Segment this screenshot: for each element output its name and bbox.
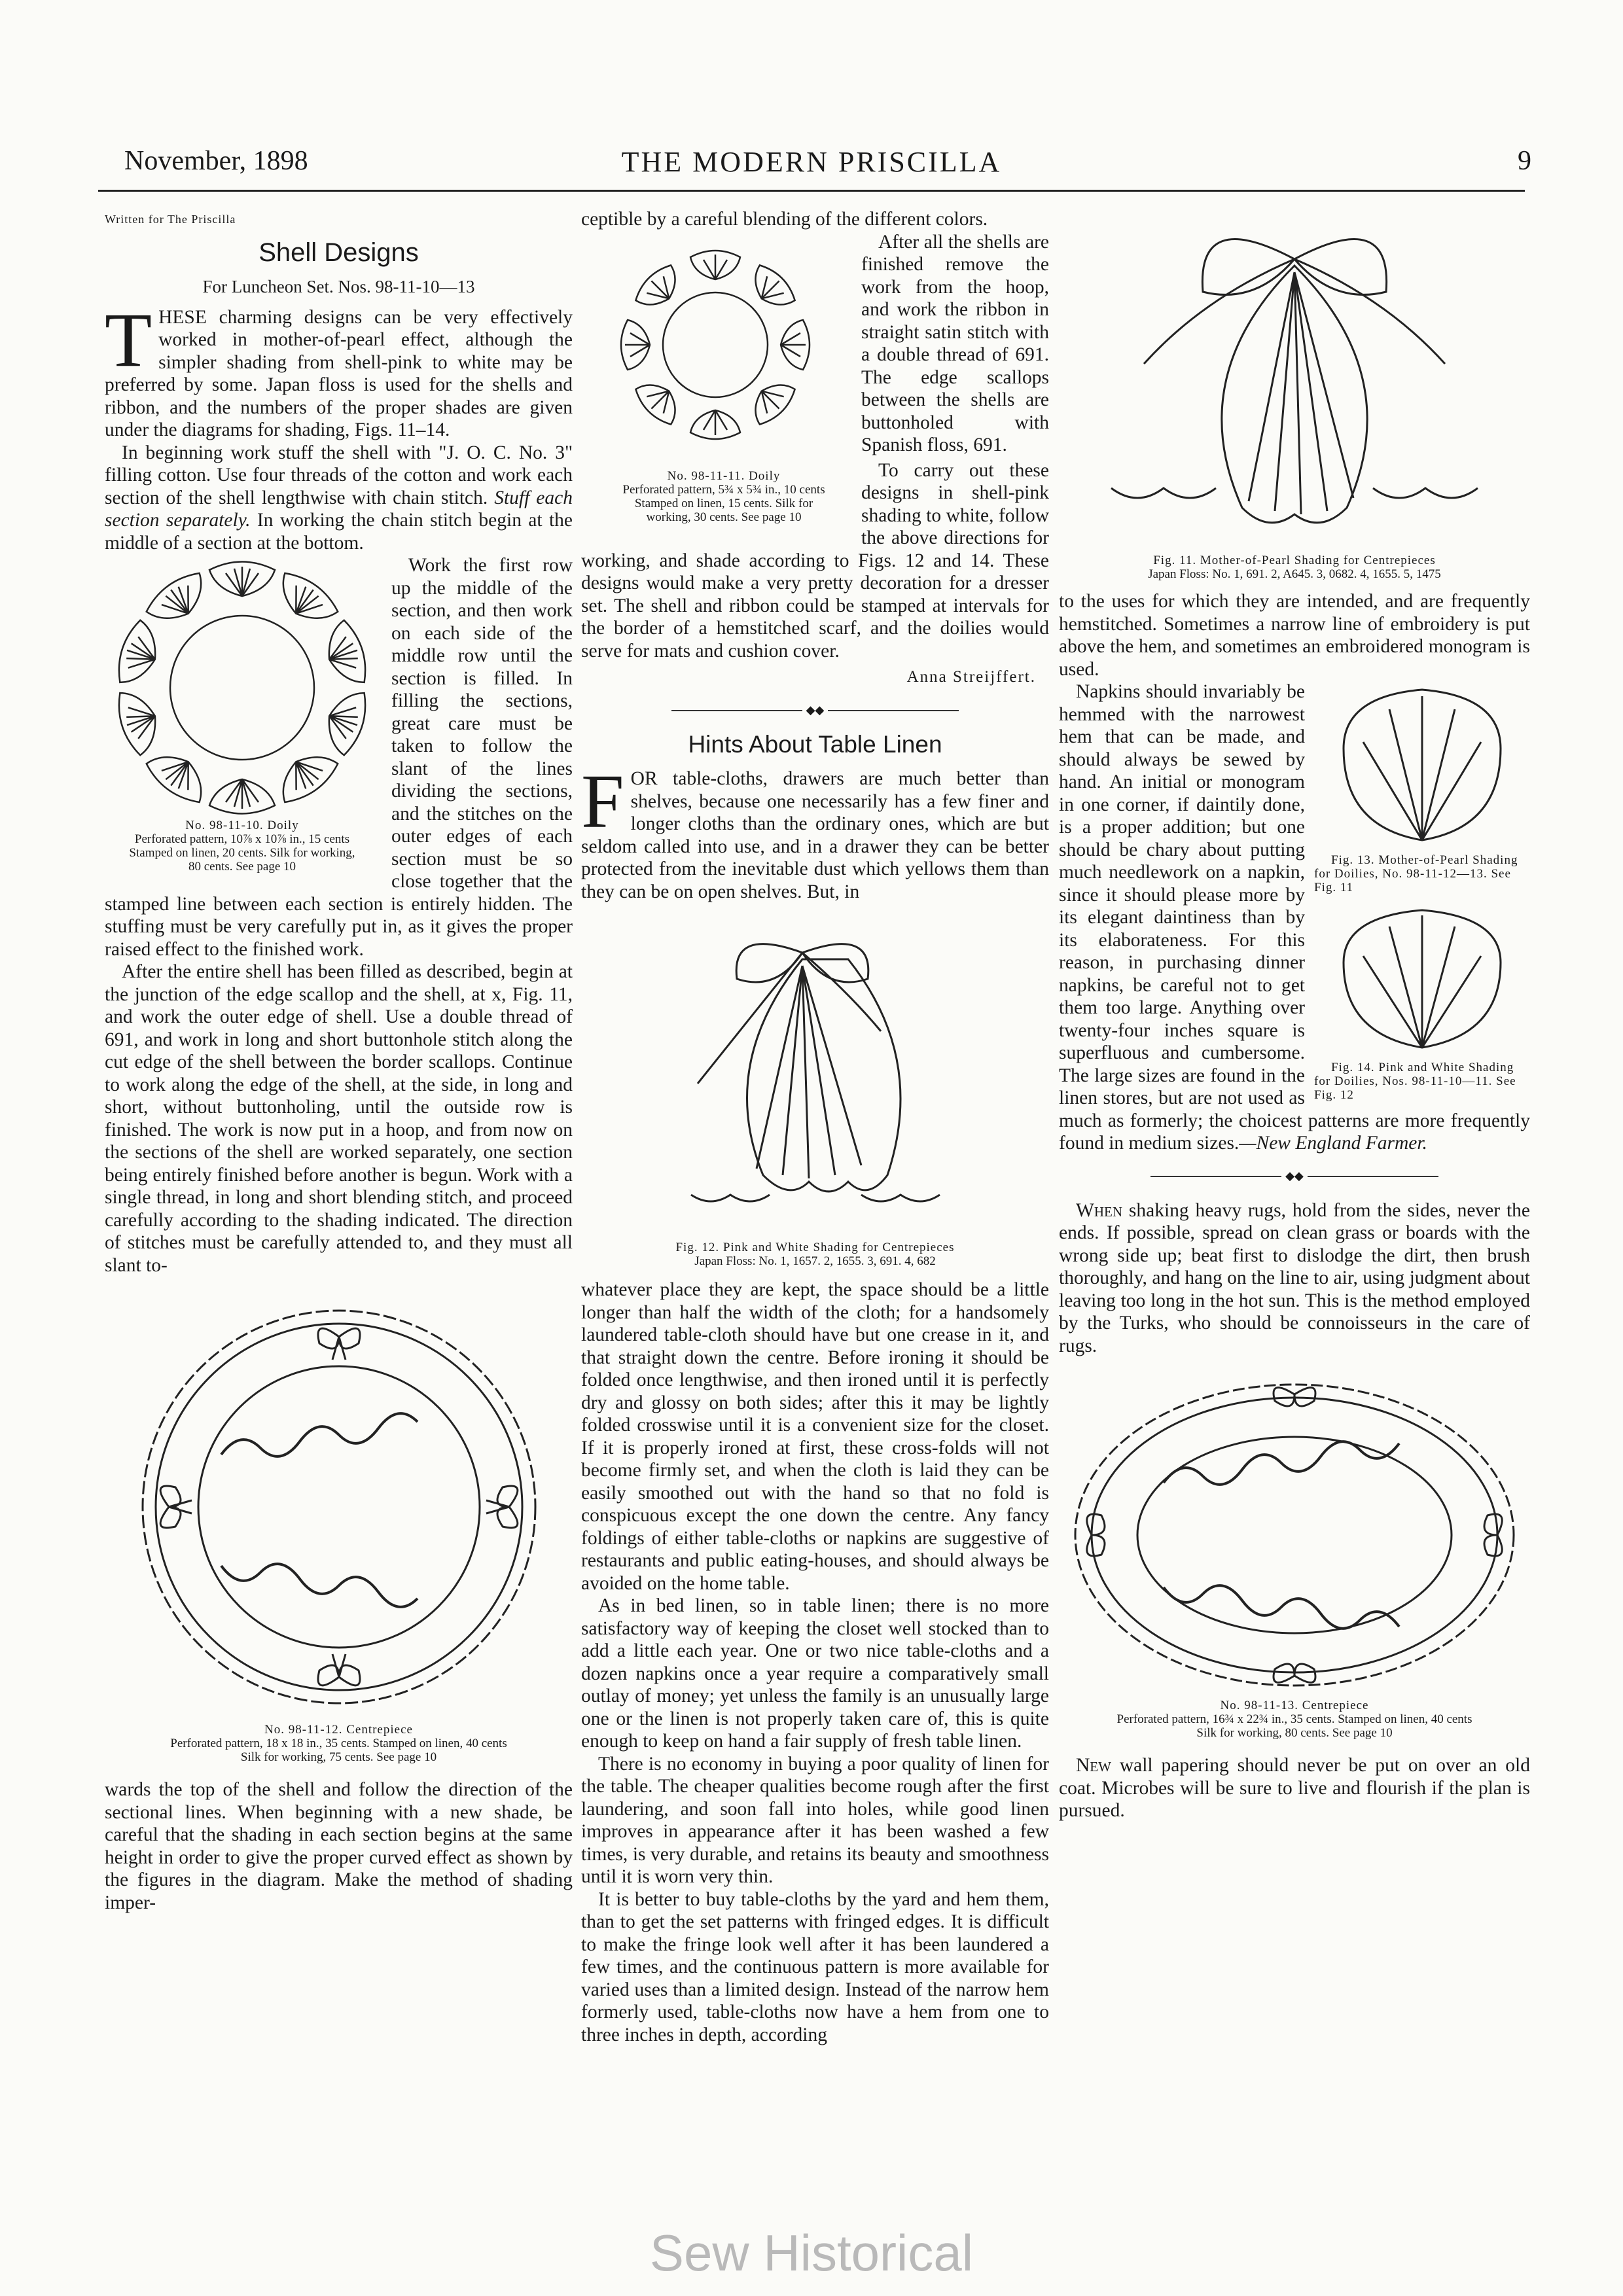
issue-date: November, 1898 — [124, 146, 308, 176]
paragraph: As in bed linen, so in table linen; there is no more satisfactory way of keeping the closet well stocked than to add a little each year. One or two nice table-cloths and a dozen napkins once a year require a comparatively small outlay of money; yet unless the family is an unusually large one or the linen is not properly taken care of, this is quite enough to keep on hand a fair supply of fresh table linen. — [581, 1595, 1049, 1752]
paragraph: wards the top of the shell and follow the direction of the sectional lines. When beginning with a new shade, be careful that the shading in each section begins at the same height in order to give the proper curved effect as shown by the figures in the diagram. Make the method of shading imper- — [105, 1779, 573, 1913]
page-number: 9 — [1518, 146, 1531, 176]
fig11-shell-illustration — [1085, 213, 1504, 554]
figure-centrepiece-98-11-13: No. 98-11-13. Centrepiece Perforated pattern, 16¾ x 22¾ in., 35 cents. Stamped on linen, 40 cents Silk for working, 80 cents. See page 10 — [1059, 1371, 1530, 1740]
drop-cap: F — [581, 758, 624, 845]
centrepiece-oval-illustration — [1065, 1371, 1524, 1699]
magazine-title: THE MODERN PRISCILLA — [621, 146, 1002, 178]
written-for: Written for The Priscilla — [105, 213, 236, 226]
figure-caption: No. 98-11-10. Doily — [185, 819, 299, 832]
paragraph: ceptible by a careful blending of the different colors. — [581, 209, 988, 230]
paragraph: It is better to buy table-cloths by the yard and hem them, than to get the set patterns with fringed edges. It is difficult to make the fringe look well after it has been laundered a few times, and the continuous pattern is more available for varied uses than a limited design. Instead of the narrow hem formerly used, table-cloths now have a hem from one to three inches in depth, according — [581, 1888, 1049, 2045]
paragraph: to the uses for which they are intended, and are frequently hemstitched. Sometimes a narrow line of embroidery is put above the hem, and sometimes an embroidered monogram is used. — [1059, 591, 1530, 680]
paragraph: To carry out these designs in shell-pink shading to white, follow the above directions for working, and shade according to Figs. 12 and 14. These designs would make a very pretty decoration for a dresser set. The shell and ribbon could be stamped at intervals for the border of a hemstitched scarf, and the doilies would serve for mats and cushion cover. — [581, 459, 1049, 662]
fig14-shell-illustration — [1324, 904, 1520, 1061]
figure-11: Fig. 11. Mother-of-Pearl Shading for Centrepieces Japan Floss: No. 1, 691. 2, A645. 3, 0682. 4, 1655. 5, 1475 — [1059, 213, 1530, 581]
figure-centrepiece-98-11-12: No. 98-11-12. Centrepiece Perforated pattern, 18 x 18 in., 35 cents. Stamped on linen, 40 cents Silk for working, 75 cents. See page 10 — [105, 1291, 573, 1764]
column-1 — [105, 208, 573, 1914]
paragraph-rugs: When shaking heavy rugs, hold from the sides, never the ends. If possible, spread on clean grass or boards with the wrong side up; beat first to dislodge the dirt, then brush thoroughly, and hang on the line to air, using judgment about leaving too long in the hot sun. This is the method employed by the Turks, who should be connoisseurs in the care of rugs. — [1059, 1199, 1531, 1356]
paragraph: After the entire shell has been filled as described, begin at the junction of the edge scallop and the shell, at x, Fig. 11, and work the outer edge of shell. Use a double thread of 691, and work in long and short buttonhole stitch along the cut edge of the shell between the border scallops. Continue to work along the edge of the shell, at the side, in long and short, without buttonholing, until the outside row is finished. The work is now put in a hoop, and from now on the sections of the shell are worked separately, one section being entirely finished before another is begun. Work with a single thread, in long and short blending stitch, and proceed carefully according to the shading indicated. The direction of stitches must be carefully attended to, and they must all slant to- — [105, 961, 573, 1276]
figures-13-14: Fig. 13. Mother-of-Pearl Shading for Doilies, No. 98-11-12—13. See Fig. 11 Fig. 14. Pink and White Shading for Doilies, Nos. 98-11-10—11. See Fig. 12 — [1314, 683, 1530, 1102]
figure-doily-98-11-11: No. 98-11-11. Doily Perforated pattern, 5¾ x 5¾ in., 10 cents Stamped on linen, 15 cents. Silk for working, 30 cents. See page 10 — [581, 234, 849, 524]
figure-doily-98-11-10: No. 98-11-10. Doily Perforated pattern, 10⅞ x 10⅞ in., 15 cents Stamped on linen, 20 cents. Silk for working, 80 cents. See page 10 — [105, 557, 380, 874]
section-divider: ◆◆ — [1059, 1164, 1530, 1188]
paragraph: FOR table-cloths, drawers are much better than shelves, because one necessarily has a few finer and longer cloths than the ordinary ones, which are but seldom called into use, and in a drawer they can be better protected from the inevitable dust which yellows them than they can be on open shelves. But, in — [581, 758, 1049, 902]
article-subtitle: For Luncheon Set. Nos. 98-11-10—13 — [202, 277, 475, 296]
paragraph-wall-papering: New wall papering should never be put on over an old coat. Microbes will be sure to live and flourish if the plan is pursued. — [1059, 1755, 1530, 1822]
author-signature: Anna Streijffert. — [906, 668, 1036, 686]
fig13-shell-illustration — [1324, 683, 1520, 853]
small-doily-illustration — [611, 234, 820, 469]
paragraph: In beginning work stuff the shell with "J. O. C. No. 3" filling cotton. Use four threads of the cotton and work each section of the shell lengthwise with chain stitch. Stuff each section separately. In working the chain stitch begin at the middle of a section at the bottom. — [105, 442, 573, 554]
watermark: Sew Historical — [649, 2224, 974, 2282]
figure-12: Fig. 12. Pink and White Shading for Centrepieces Japan Floss: No. 1, 1657. 2, 1655. 3, 691. 4, 682 — [581, 913, 1049, 1268]
centrepiece-round-illustration — [130, 1291, 548, 1723]
article-title-table-linen: Hints About Table Linen — [688, 730, 942, 758]
paragraph: No. 98-11-11. Doily Perforated pattern, 5¾ x 5¾ in., 10 cents Stamped on linen, 15 cents. Silk for working, 30 cents. See page 10 After all the shells are finished remove the work from the hoop, and work the ribbon in straight satin stitch with a double thread of 691. The edge scallops between the shells are buttonholed with Spanish floss, 691. — [581, 231, 1049, 457]
column-2 — [581, 208, 1049, 2046]
column-3 — [1059, 208, 1530, 1822]
section-divider: ◆◆ — [581, 698, 1049, 722]
paragraph: Fig. 13. Mother-of-Pearl Shading for Doilies, No. 98-11-12—13. See Fig. 11 Fig. 14. Pink and White Shading for Doilies, Nos. 98-11-10—11. See Fig. 12 Napkins should invariably be hemmed with the narrowest hem that can be made, and should always be sewed by hand. An initial or monogram in one corner, if daintily done, is a proper addition; but one should be chary about putting much needlework on a napkin, since it should please more by its elegant daintiness than by its elaborateness. For this reason, in purchasing dinner napkins, be careful not to get them too large. Anything over twenty-four inches square is superfluous and cumbersome. The large sizes are found in the linen stores, but are not used as much as formerly; the choicest patterns are more frequently found in medium sizes.—New England Farmer. — [1059, 681, 1530, 1154]
doily-illustration — [111, 557, 373, 819]
fig12-shell-illustration — [652, 913, 979, 1241]
paragraph: Work the first row up the middle of the section, and then work on each side of the middle row until the section is filled. In filling the sections, great care must be taken to follow the slant of the lines dividing the sections, and the stitches on the outer edges of each section must be so close together that the stamped line between each section is entirely hidden. The stuffing must be very carefully put in, as it gives the proper raised effect to the finished work. — [105, 555, 573, 960]
drop-cap: T — [105, 296, 152, 383]
article-title-shell-designs: Shell Designs — [259, 238, 419, 267]
header-rule — [98, 190, 1525, 192]
paragraph: THESE charming designs can be very effectively worked in mother-of-pearl effect, although the simpler shading from shell-pink to white may be preferred by some. Japan floss is used for the shells and ribbon, and the numbers of the proper shades are given under the diagrams for shading, Figs. 11–14. — [105, 296, 573, 440]
paragraph: whatever place they are kept, the space should be a little longer than half the width of the cloth; for a handsomely laundered table-cloth should have but one crease in it, and that straight down the centre. Before ironing it should be folded once lengthwise, and then ironed until it is perfectly dry and glossy on both sides; after this it may be lightly folded crosswise until it is a convenient size for the closet. If it is properly ironed at first, these cross-folds will not become firmly set, and when the cloth is laid they can be easily smoothed out with the hand so that no fold is conspicuous except the one down the centre. Any fancy foldings of either table-cloths or napkins are suggestive of restaurants and public eating-houses, and should always be avoided on the home table. — [581, 1279, 1049, 1594]
paragraph: There is no economy in buying a poor quality of linen for the table. The cheaper qualities become rough after the first laundering, and soon fall into holes, while good linen improves in appearance after it has been washed a few times, is very durable, and retains its beauty and smoothness until it is worn very thin. — [581, 1753, 1049, 1888]
